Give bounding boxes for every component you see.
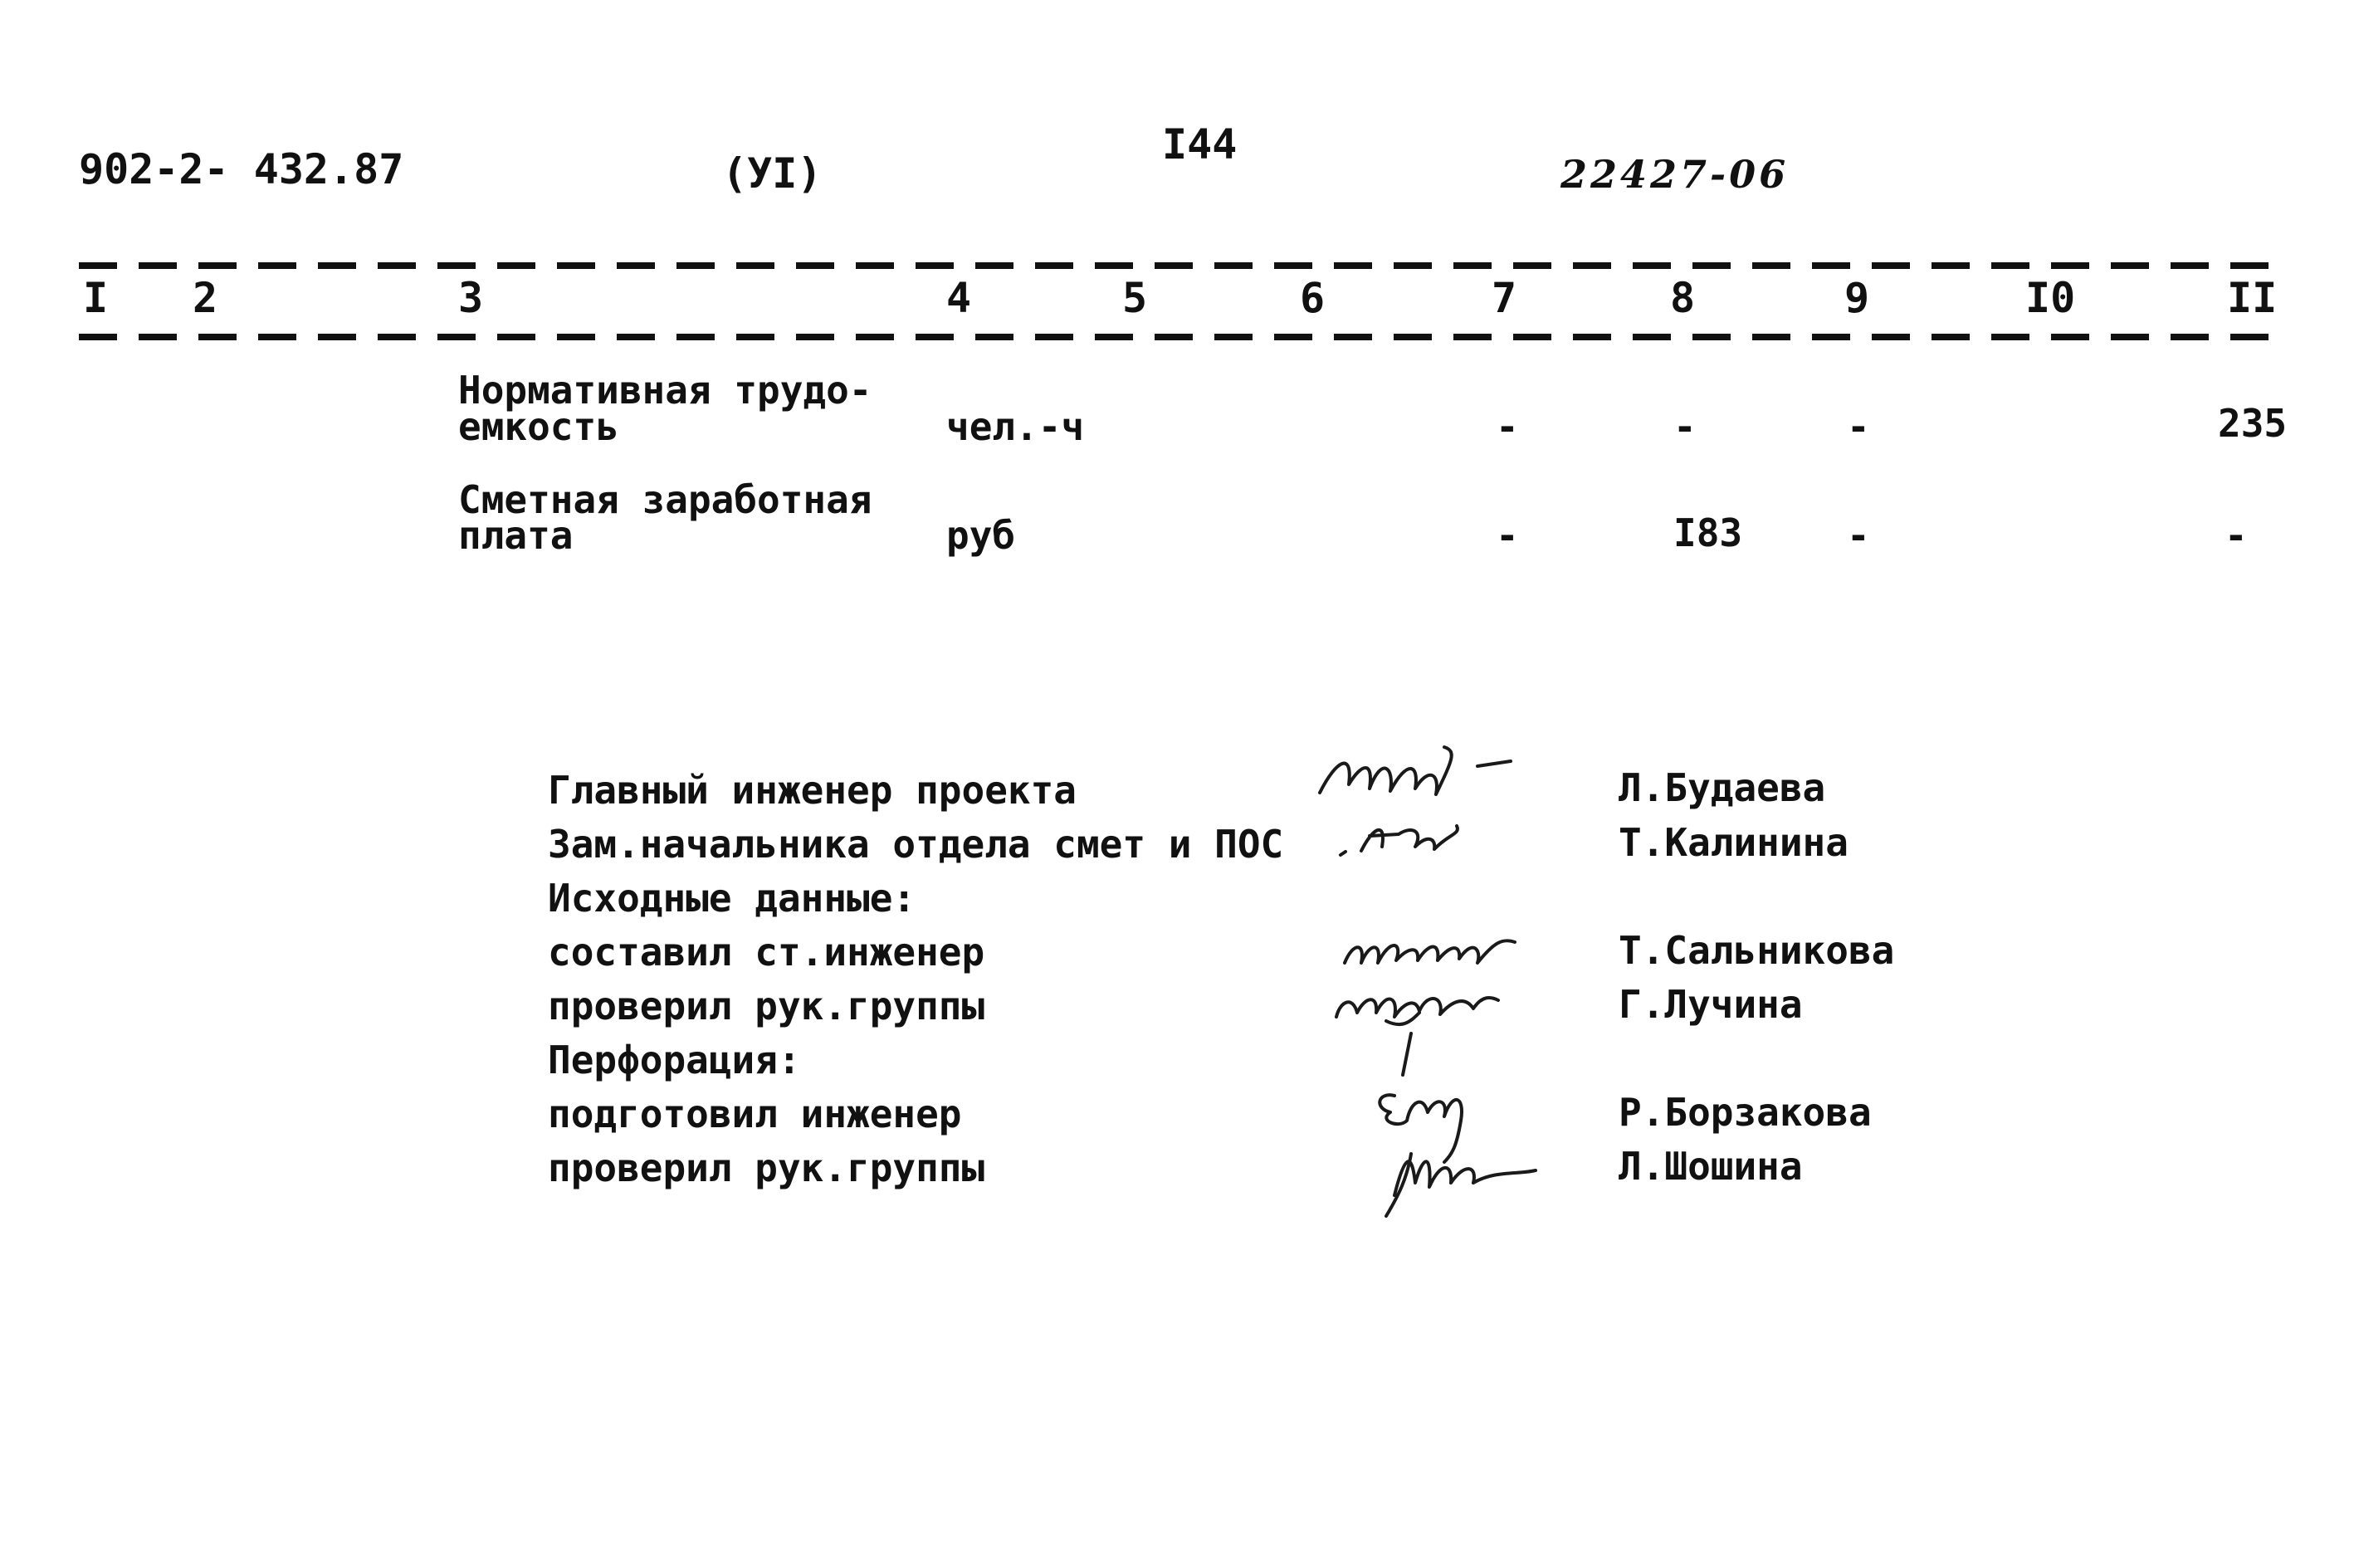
signature-role: составил ст.инженер <box>548 930 985 975</box>
cell-col9: - <box>1847 404 1870 449</box>
column-number: 4 <box>946 274 972 322</box>
page-number: I44 <box>1162 120 1238 169</box>
column-number: 2 <box>193 274 218 322</box>
column-number: 6 <box>1300 274 1326 322</box>
column-number: I0 <box>2025 274 2076 322</box>
cell-col11: 235 <box>2218 401 2288 446</box>
signer-name: Р.Борзакова <box>1619 1090 1872 1135</box>
row-name-line2: плата <box>458 513 574 558</box>
handwritten-signature <box>1328 971 1527 1038</box>
signature-role: Главный инженер проекта <box>548 768 1077 813</box>
table-header-rule <box>79 334 2274 340</box>
handwritten-signature <box>1311 743 1527 809</box>
cell-col8: - <box>1673 404 1697 449</box>
signature-role: проверил рук.группы <box>548 1145 985 1190</box>
row-name-line1: Сметная заработная <box>458 477 872 522</box>
handwritten-signature <box>1336 917 1552 975</box>
column-number: 5 <box>1122 274 1148 322</box>
column-number: II <box>2227 274 2278 322</box>
column-number: 9 <box>1844 274 1870 322</box>
row-unit: руб <box>946 513 1016 558</box>
section-heading: Перфорация: <box>548 1038 801 1082</box>
cell-col8: I83 <box>1673 510 1743 555</box>
cell-col9: - <box>1847 513 1870 558</box>
cell-col7: - <box>1496 404 1519 449</box>
column-number: 7 <box>1492 274 1517 322</box>
signer-name: Т.Сальникова <box>1619 928 1895 973</box>
handwritten-registration-code: 22427-06 <box>1560 152 1790 197</box>
column-number: 3 <box>458 274 484 322</box>
section-code: (УI) <box>722 149 823 198</box>
signer-name: Л.Будаева <box>1619 765 1826 810</box>
column-number: I <box>83 274 109 322</box>
column-number: 8 <box>1670 274 1696 322</box>
signature-role: Зам.начальника отдела смет и ПОС <box>548 822 1284 867</box>
signer-name: Т.Калинина <box>1619 820 1849 865</box>
cell-col11: - <box>2225 513 2248 558</box>
row-name-line1: Нормативная трудо- <box>458 368 872 413</box>
signature-role: подготовил инженер <box>548 1092 962 1136</box>
signer-name: Л.Шошина <box>1619 1144 1803 1189</box>
document-number: 902-2- 432.87 <box>79 145 404 193</box>
row-name-line2: емкость <box>458 404 619 449</box>
section-heading: Исходные данные: <box>548 876 916 921</box>
signer-name: Г.Лучина <box>1619 982 1803 1027</box>
signature-role: проверил рук.группы <box>548 984 985 1028</box>
table-top-rule <box>79 262 2274 269</box>
cell-col7: - <box>1496 513 1519 558</box>
handwritten-signature <box>1361 1029 1544 1229</box>
row-unit: чел.-ч <box>946 404 1085 449</box>
handwritten-signature <box>1336 809 1519 867</box>
